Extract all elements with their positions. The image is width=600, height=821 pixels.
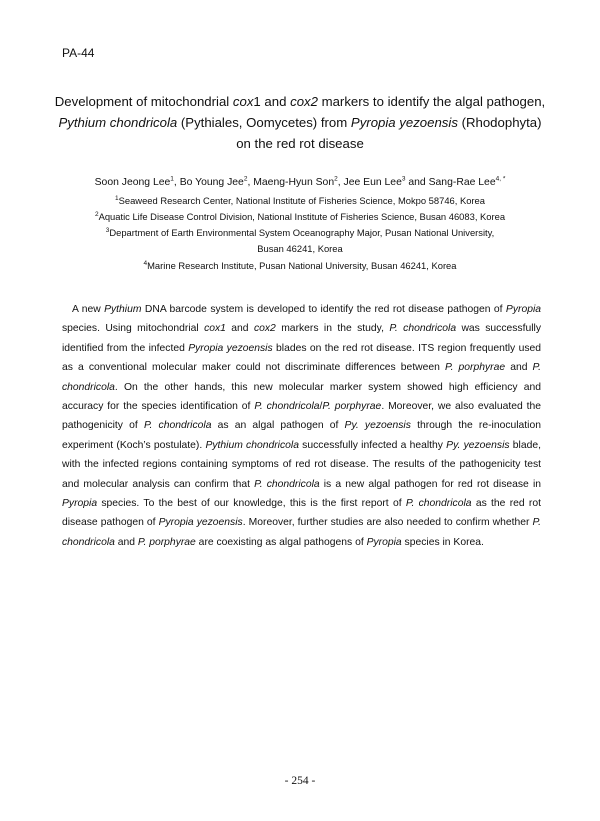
italic-term: Pythium chondricola (58, 115, 178, 130)
superscript-marker: 1 (115, 194, 119, 202)
affiliation-3-cont (0, 243, 600, 254)
text-run: are coexisting as algal pathogens of (195, 536, 367, 548)
italic-term: P. chondricola (405, 498, 472, 510)
text-run: and (505, 362, 533, 374)
italic-term: Pyropia (505, 304, 541, 315)
text-run: was successfully identified from the infected (62, 323, 541, 354)
text-run: is a new algal pathogen for red rot disease in (319, 478, 541, 490)
text-run: . Moreover, further studies are also needed to confirm whether (242, 517, 533, 529)
italic-term: P. porphyrae (322, 401, 382, 413)
title-line-3 (0, 136, 600, 151)
text-run: . Moreover, we also evaluated the pathogenicity of (62, 401, 542, 432)
text-run: as an algal pathogen of (211, 420, 345, 432)
text-run: species. To the best of our knowledge, this is the first report of (97, 498, 406, 510)
italic-term: cox2 (290, 94, 318, 109)
italic-term: Pyropia (366, 536, 402, 548)
italic-term: cox (232, 94, 254, 109)
italic-term: P. porphyrae (445, 362, 506, 374)
italic-term: cox2 (253, 323, 276, 335)
text-run: Seaweed Research Center, National Institute of Fisheries Science, Mokpo 58746, Korea (118, 195, 485, 206)
italic-term: Pythium chondricola (205, 439, 299, 451)
text-run: , Jee Eun Lee (337, 177, 402, 188)
text-run: and Sang-Rae Lee (405, 177, 496, 188)
italic-term: Pyropia yezoensis (158, 517, 243, 529)
affiliation-4 (0, 260, 600, 271)
text-run: Busan 46241, Korea (257, 243, 343, 254)
italic-term: P. porphyrae (137, 536, 196, 548)
text-run: Soon Jeong Lee (94, 177, 171, 188)
italic-term: Pyropia yezoensis (188, 342, 273, 354)
text-run: A new (72, 304, 105, 315)
text-run: and (225, 323, 254, 335)
italic-term: Pyropia (62, 498, 98, 510)
text-run: , Maeng-Hyun Son (247, 177, 335, 188)
text-run: species. Using mitochondrial (62, 323, 205, 335)
text-run: DNA barcode system is developed to identify the red rot disease pathogen of (141, 304, 506, 315)
italic-term: Pythium (104, 304, 142, 315)
superscript-marker: 1 (170, 175, 174, 183)
title-line-1 (0, 94, 600, 109)
text-run: 1 and (253, 94, 291, 109)
italic-term: P. chondricola (254, 478, 320, 490)
text-run: blades on the red rot disease. ITS region frequently used as a conventional molecular maker could not discriminate differences between (62, 342, 541, 374)
text-run: (Pythiales, Oomycetes) from (177, 115, 351, 130)
text-run: and (114, 536, 138, 548)
text-run: on the red rot disease (236, 136, 364, 151)
affiliation-3 (0, 227, 600, 238)
superscript-marker: 3 (401, 175, 406, 183)
text-run: . On the other hands, this new molecular marker system showed high efficiency and accuracy for the species identification of (62, 381, 541, 413)
italic-term: P. chondricola (389, 323, 457, 335)
superscript-marker: 4, * (495, 175, 506, 183)
text-run: successfully infected a healthy (298, 439, 447, 451)
text-run: Development of mitochondrial (54, 94, 233, 109)
abstract-code: PA-44 (62, 46, 95, 60)
text-run: blade, with the infected regions containing symptoms of red rot disease. The results of the pathogenicity test and molecular analysis can confirm that (62, 439, 541, 490)
italic-term: P. chondricola (62, 362, 541, 393)
text-run: Marine Research Institute, Pusan National University, Busan 46241, Korea (147, 260, 457, 271)
affiliation-2 (0, 211, 600, 222)
italic-term: P. chondricola (254, 401, 320, 413)
italic-term: cox1 (204, 323, 226, 335)
italic-term: P. chondricola (143, 420, 212, 432)
italic-term: Pyropia yezoensis (350, 115, 458, 130)
text-run: markers to identify the algal pathogen, (317, 94, 546, 109)
affiliation-1 (0, 195, 600, 206)
text-run: Department of Earth Environmental System Oceanography Major, Pusan National University, (109, 227, 495, 238)
superscript-marker: 2 (94, 210, 99, 218)
italic-term: Py. yezoensis (446, 439, 510, 451)
italic-term: P. chondricola (62, 517, 541, 548)
superscript-marker: 2 (243, 175, 248, 183)
abstract-body (62, 300, 541, 552)
text-run: markers in the study, (275, 323, 390, 335)
superscript-marker: 2 (334, 175, 338, 183)
superscript-marker: 3 (105, 226, 110, 234)
text-run: , Bo Young Jee (173, 177, 244, 188)
text-run: Aquatic Life Disease Control Division, National Institute of Fisheries Science, Busan 46083, Korea (98, 211, 506, 222)
title-line-2 (0, 115, 600, 130)
author-list (0, 177, 600, 188)
text-run: species in Korea. (401, 536, 484, 548)
text-run: (Rhodophyta) (457, 115, 542, 130)
italic-term: Py. yezoensis (344, 420, 411, 432)
superscript-marker: 4 (143, 259, 148, 267)
text-run: through the re-inoculation experiment (Koch’s postulate). (62, 420, 541, 451)
page-number: - 254 - (284, 775, 316, 787)
text-run: as the red rot disease pathogen of (62, 498, 542, 529)
text-run: / (319, 401, 323, 413)
